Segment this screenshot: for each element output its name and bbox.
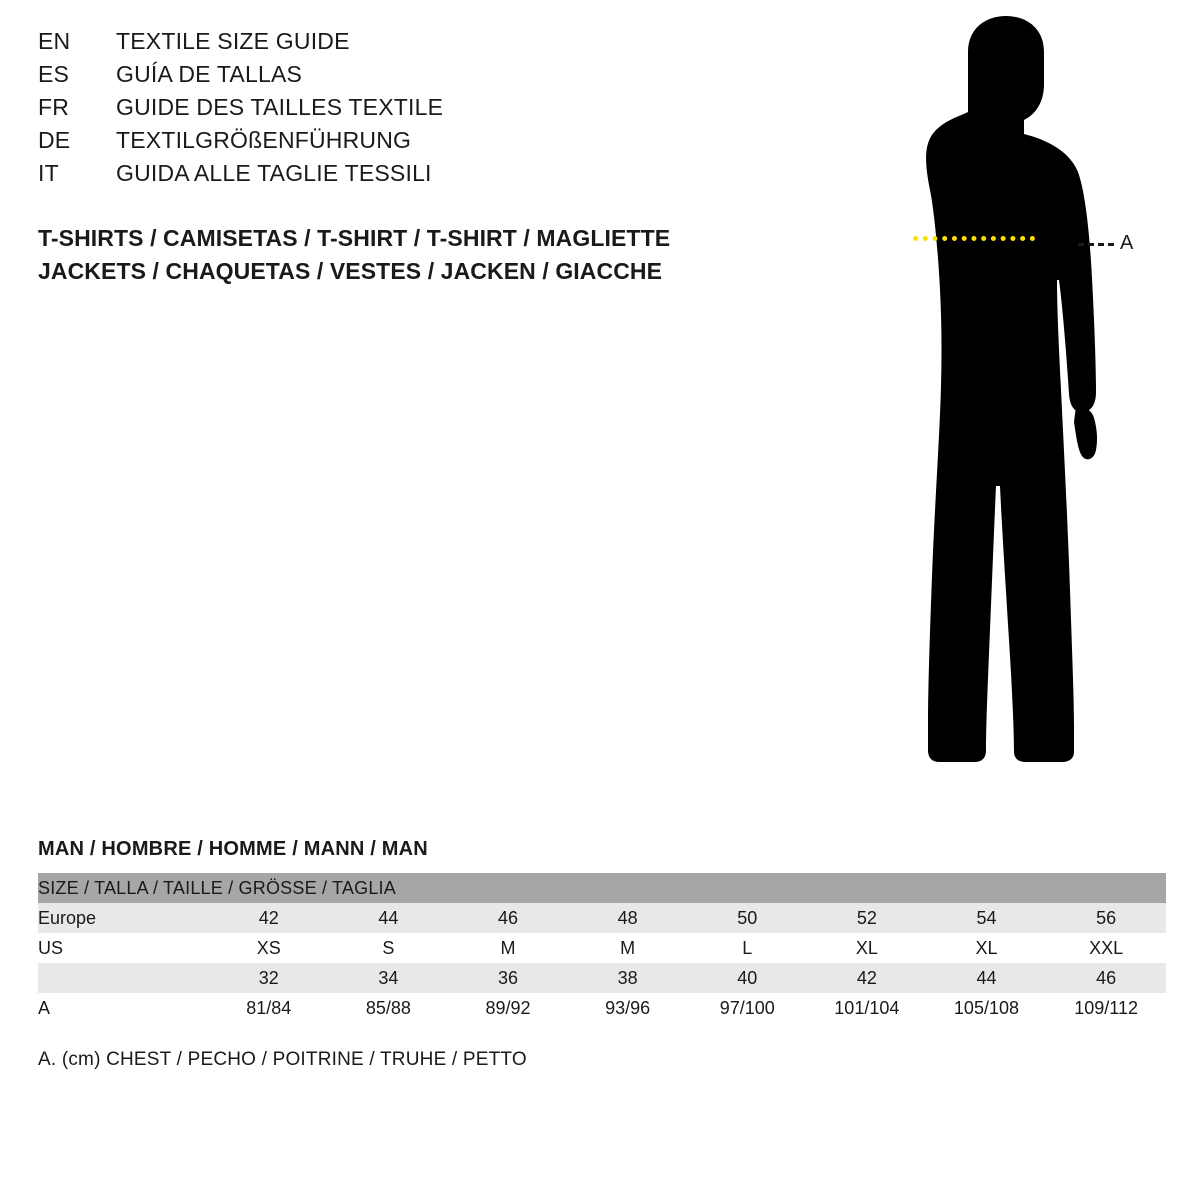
cell-europe-7: 56 [1046, 903, 1166, 933]
table-row [38, 933, 1166, 963]
cell-us-5: XL [807, 933, 927, 963]
garment-category-list [38, 222, 798, 288]
language-code: FR [38, 94, 70, 120]
cell-numeric-7: 46 [1046, 963, 1166, 993]
table-group-heading: MAN / HOMBRE / HOMME / MANN / MAN [38, 838, 428, 860]
table-footnote: A. (cm) CHEST / PECHO / POITRINE / TRUHE / PETTO [38, 1049, 527, 1070]
male-silhouette-icon [820, 10, 1180, 790]
language-list [38, 28, 738, 193]
cell-a-3: 93/96 [568, 993, 688, 1023]
cell-us-2: M [448, 933, 568, 963]
cell-a-6: 105/108 [927, 993, 1047, 1023]
row-label-a: A [38, 993, 209, 1023]
size-table-section [38, 838, 1166, 1071]
cell-europe-1: 44 [329, 903, 449, 933]
cell-us-1: S [329, 933, 449, 963]
cell-a-2: 89/92 [448, 993, 568, 1023]
language-code: DE [38, 127, 71, 153]
language-title: GUIDA ALLE TAGLIE TESSILI [116, 160, 432, 186]
language-code: ES [38, 61, 70, 87]
cell-us-4: L [687, 933, 807, 963]
cell-numeric-3: 38 [568, 963, 688, 993]
cell-numeric-0: 32 [209, 963, 329, 993]
body-figure [820, 10, 1180, 790]
size-table [38, 873, 1166, 1023]
language-row [38, 160, 738, 193]
cell-europe-0: 42 [209, 903, 329, 933]
language-code: IT [38, 160, 59, 186]
garment-line-jackets: JACKETS / CHAQUETAS / VESTES / JACKEN / GIACCHE [38, 258, 663, 284]
cell-a-7: 109/112 [1046, 993, 1166, 1023]
cell-europe-5: 52 [807, 903, 927, 933]
table-header-row [38, 873, 1166, 903]
cell-us-0: XS [209, 933, 329, 963]
language-title: TEXTILE SIZE GUIDE [116, 28, 350, 54]
language-row [38, 28, 738, 61]
measure-label-a: A [1120, 232, 1134, 254]
row-label-numeric [38, 963, 209, 993]
cell-a-1: 85/88 [329, 993, 449, 1023]
measure-leader-line [1078, 243, 1114, 249]
language-title: TEXTILGRÖßENFÜHRUNG [116, 127, 412, 153]
row-label-us: US [38, 933, 209, 963]
cell-numeric-1: 34 [329, 963, 449, 993]
chest-measure-line [913, 236, 1035, 246]
table-row [38, 903, 1166, 933]
cell-numeric-5: 42 [807, 963, 927, 993]
language-row [38, 94, 738, 127]
cell-us-7: XXL [1046, 933, 1166, 963]
garment-line-tshirts: T-SHIRTS / CAMISETAS / T-SHIRT / T-SHIRT / MAGLIETTE [38, 225, 671, 251]
cell-a-4: 97/100 [687, 993, 807, 1023]
table-row [38, 963, 1166, 993]
language-title: GUÍA DE TALLAS [116, 61, 303, 87]
cell-europe-6: 54 [927, 903, 1047, 933]
language-code: EN [38, 28, 71, 54]
language-row [38, 127, 738, 160]
cell-europe-3: 48 [568, 903, 688, 933]
cell-us-3: M [568, 933, 688, 963]
language-title: GUIDE DES TAILLES TEXTILE [116, 94, 444, 120]
cell-us-6: XL [927, 933, 1047, 963]
cell-numeric-6: 44 [927, 963, 1047, 993]
language-row [38, 61, 738, 94]
row-label-europe: Europe [38, 903, 209, 933]
cell-europe-4: 50 [687, 903, 807, 933]
table-header-label: SIZE / TALLA / TAILLE / GRÖSSE / TAGLIA [38, 873, 1166, 903]
table-row [38, 993, 1166, 1023]
cell-numeric-2: 36 [448, 963, 568, 993]
cell-a-5: 101/104 [807, 993, 927, 1023]
cell-numeric-4: 40 [687, 963, 807, 993]
cell-europe-2: 46 [448, 903, 568, 933]
cell-a-0: 81/84 [209, 993, 329, 1023]
